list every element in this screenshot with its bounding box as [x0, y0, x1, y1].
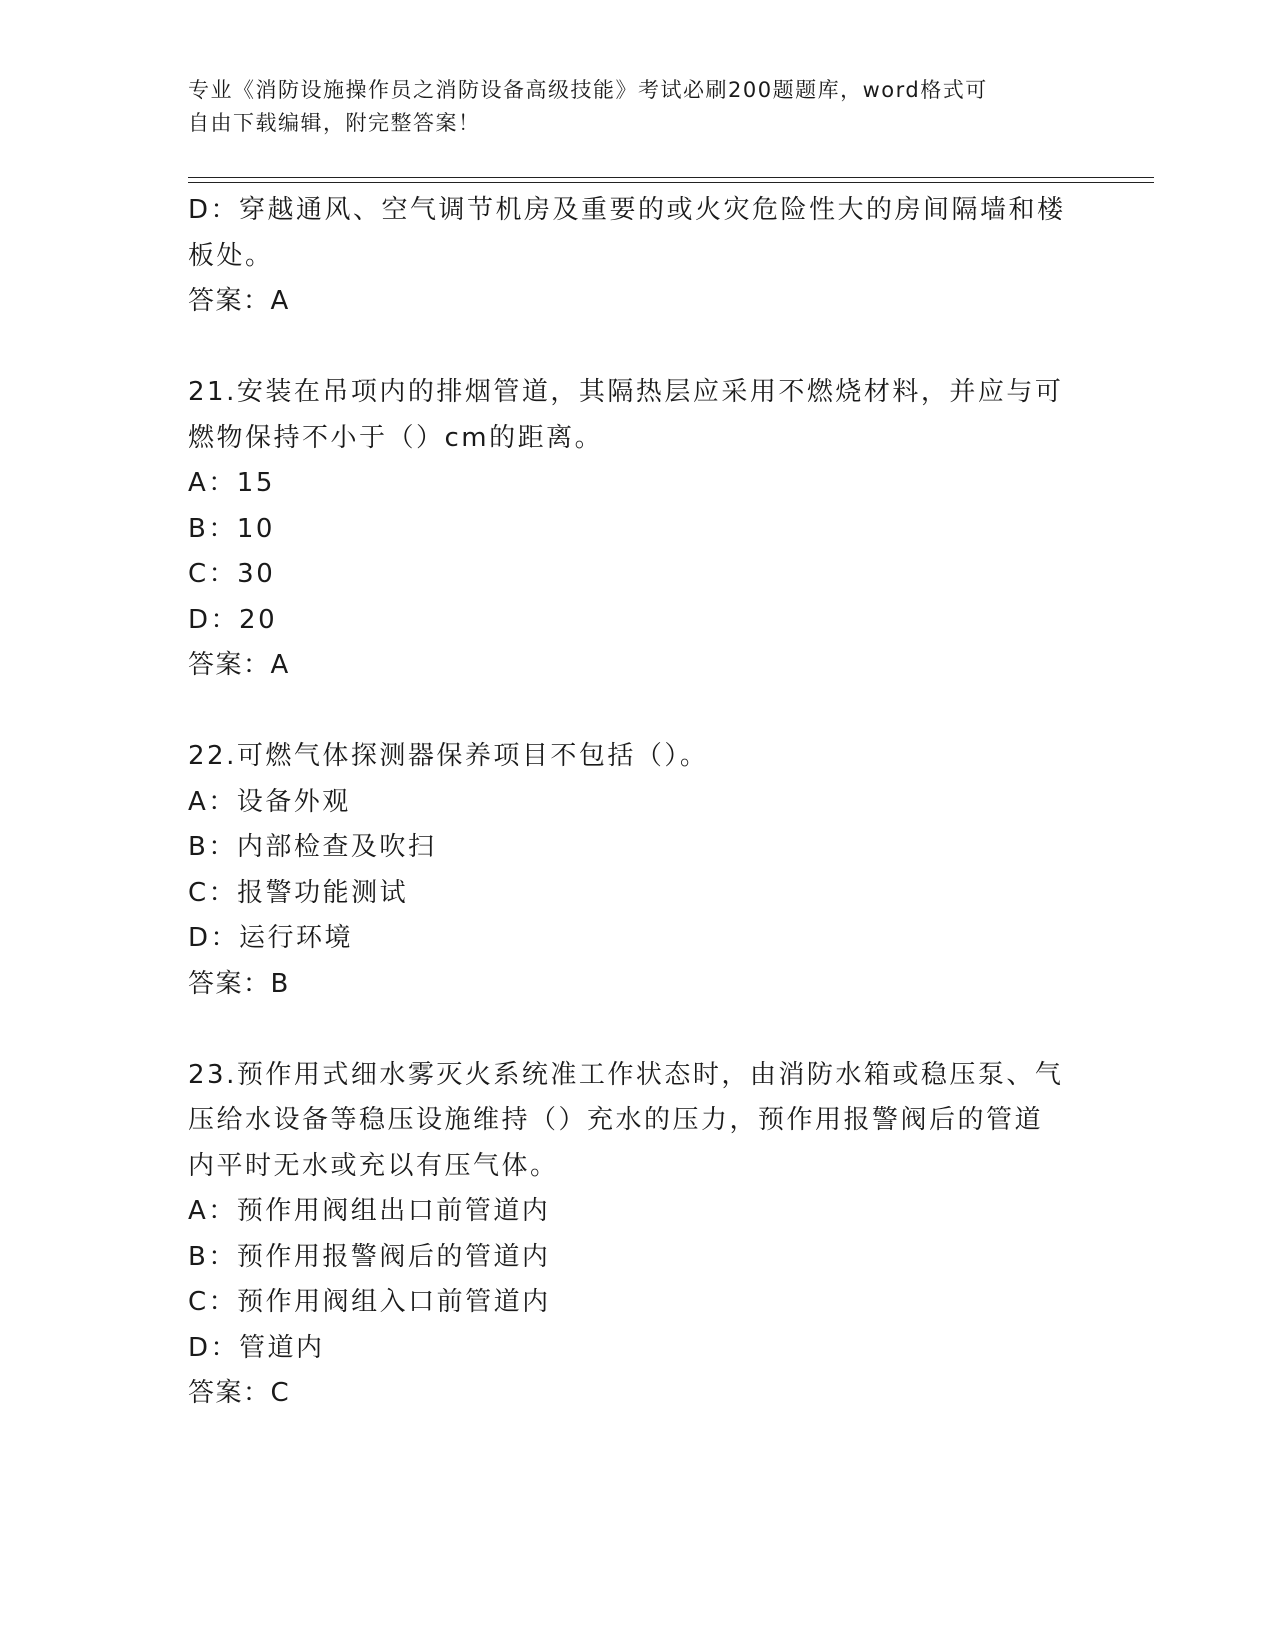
option-d: D：穿越通风、空气调节机房及重要的或火灾危险性大的房间隔墙和楼 [188, 195, 1066, 225]
option-c: C：30 [188, 559, 276, 589]
option-d: D：20 [188, 604, 278, 635]
question-stem: 22.可燃气体探测器保养项目不包括（）。 [188, 741, 709, 771]
question-22 [188, 734, 1088, 1007]
header-divider-bottom [188, 182, 1154, 183]
question-stem-continuation: 内平时无水或充以有压气体。 [188, 1150, 559, 1181]
answer-line: 答案：C [188, 1378, 291, 1408]
option-d-continuation: 板处。 [188, 240, 274, 271]
option-c: C：报警功能测试 [188, 877, 409, 908]
option-d: D：管道内 [188, 1332, 325, 1363]
option-b: B：预作用报警阀后的管道内 [188, 1241, 551, 1272]
header-line-1: 专业《消防设施操作员之消防设备高级技能》考试必刷200题题库，word格式可 [188, 78, 988, 102]
question-stem-continuation: 压给水设备等稳压设施维持（）充水的压力，预作用报警阀后的管道 [188, 1105, 1044, 1135]
question-stem-continuation: 燃物保持不小于（）cm的距离。 [188, 422, 604, 453]
question-stem: 21.安装在吊项内的排烟管道，其隔热层应采用不燃烧材料，并应与可 [188, 377, 1064, 407]
option-d: D：运行环境 [188, 923, 354, 953]
header-line-2: 自由下载编辑，附完整答案！ [188, 111, 481, 135]
answer-line: 答案：B [188, 968, 290, 999]
option-b: B：内部检查及吹扫 [188, 832, 437, 862]
option-a: A：15 [188, 468, 275, 498]
page-header [188, 74, 1068, 140]
question-content [188, 188, 1088, 1417]
header-divider-top [188, 177, 1154, 178]
spacer [188, 1007, 1088, 1053]
answer-line: 答案：A [188, 650, 290, 680]
question-stem: 23.预作用式细水雾灭火系统准工作状态时，由消防水箱或稳压泵、气 [188, 1059, 1064, 1090]
option-a: A：设备外观 [188, 786, 351, 817]
option-a: A：预作用阀组出口前管道内 [188, 1196, 551, 1226]
spacer [188, 689, 1088, 735]
option-c: C：预作用阀组入口前管道内 [188, 1287, 551, 1317]
answer-line: 答案：A [188, 286, 290, 316]
previous-question-tail [188, 188, 1088, 325]
option-b: B：10 [188, 513, 275, 544]
question-21 [188, 370, 1088, 689]
question-23 [188, 1053, 1088, 1417]
spacer [188, 325, 1088, 371]
